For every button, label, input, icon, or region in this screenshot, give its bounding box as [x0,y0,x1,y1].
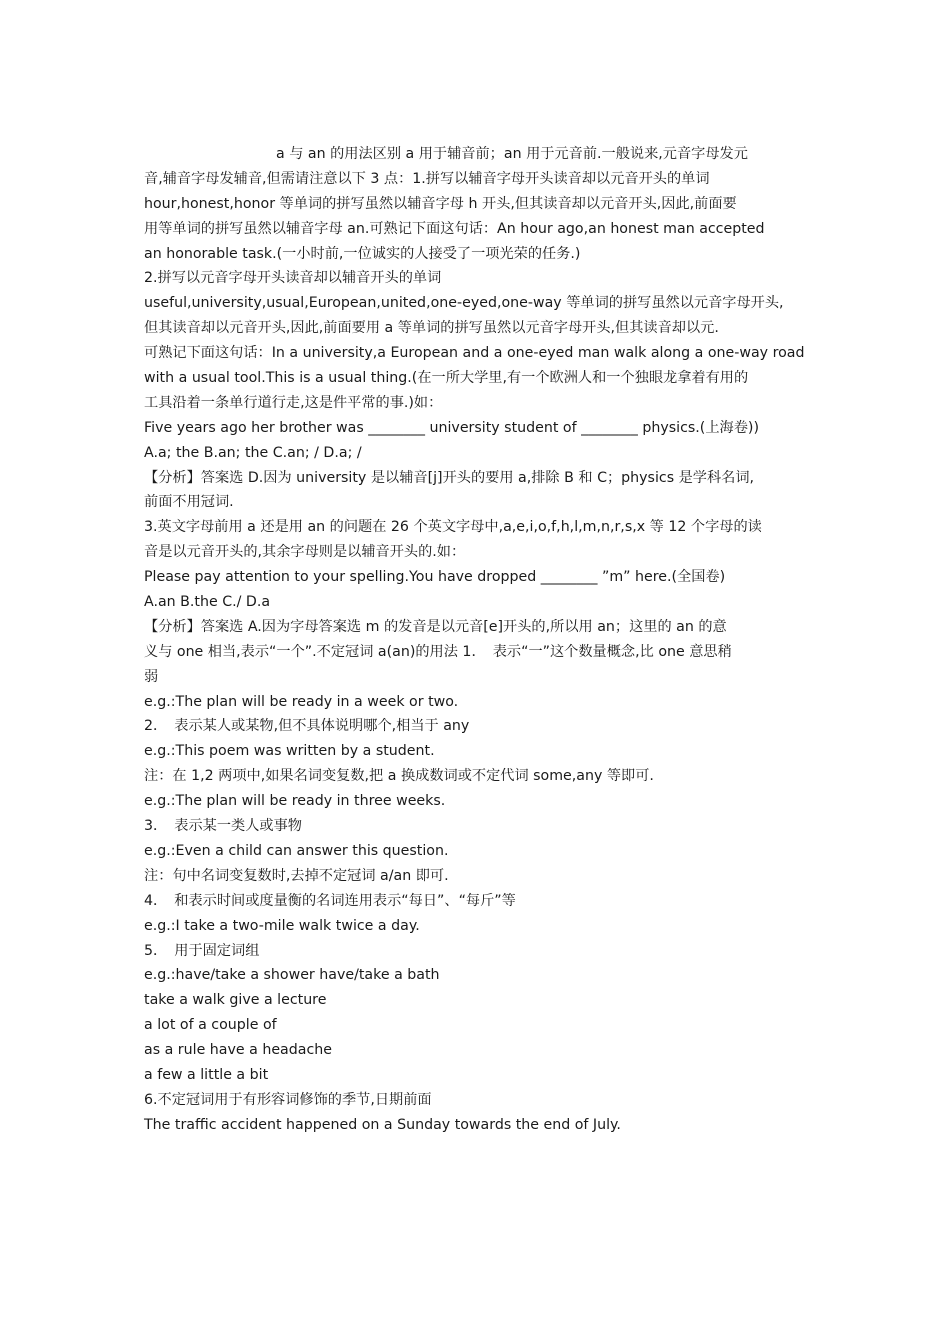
example-line: e.g.:Even a child can answer this question. [144,842,449,859]
text-line: 音,辅音字母发辅音,但需请注意以下 3 点：1.拼写以辅音字母开头读音却以元音开头的单词 [144,170,710,187]
text-line: a 与 an 的用法区别 a 用于辅音前；an 用于元音前.一般说来,元音字母发元 [276,146,748,162]
exercise-options: A.a; the B.an; the C.an; / D.a; / [144,444,362,461]
document-body [144,142,812,1138]
exercise-question: Five years ago her brother was ________ university student of ________ physics.(上海卷)) [144,419,759,436]
analysis-line: 【分析】答案选 A.因为字母答案选 m 的发音是以元音[e]开头的,所以用 an；这里的 an 的意 [144,618,727,635]
phrase-line: a lot of a couple of [144,1017,277,1034]
example-line: e.g.:This poem was written by a student. [144,743,435,760]
note-line: 注：句中名词变复数时,去掉不定冠词 a/an 即可. [144,867,449,884]
analysis-line: 义与 one 相当,表示“一个”.不定冠词 a(an)的用法 1． 表示“一”这个数量概念,比 one 意思稍 [144,643,732,660]
example-line: e.g.:The plan will be ready in three weeks. [144,793,446,810]
phrase-line: a few a little a bit [144,1066,269,1083]
list-item: 5． 用于固定词组 [144,942,260,959]
example-line: e.g.:have/take a shower have/take a bath [144,967,440,984]
text-line: useful,university,usual,European,united,one-eyed,one-way 等单词的拼写虽然以元音字母开头, [144,295,784,312]
text-line: 工具沿着一条单行道行走,这是件平常的事.)如： [144,394,443,411]
example-line: The traffic accident happened on a Sunday towards the end of July. [144,1116,621,1133]
text-line: 用等单词的拼写虽然以辅音字母 an.可熟记下面这句话：An hour ago,an honest man accepted [144,220,765,237]
note-line: 注：在 1,2 两项中,如果名词变复数,把 a 换成数词或不定代词 some,any 等即可. [144,768,654,785]
text-line: 音是以元音开头的,其余字母则是以辅音开头的.如： [144,544,466,561]
exercise-question: Please pay attention to your spelling.You have dropped ________ ”m” here.(全国卷) [144,569,726,586]
list-item: 4． 和表示时间或度量衡的名词连用表示“每日”、“每斤”等 [144,892,516,909]
analysis-line: 【分析】答案选 D.因为 university 是以辅音[j]开头的要用 a,排除 B 和 C；physics 是学科名词, [144,469,755,486]
text-line: with a usual tool.This is a usual thing.(在一所大学里,有一个欧洲人和一个独眼龙拿着有用的 [144,370,749,387]
text-line: 但其读音却以元音开头,因此,前面要用 a 等单词的拼写虽然以元音字母开头,但其读音却以元. [144,320,719,337]
section-heading: 2.拼写以元音字母开头读音却以辅音开头的单词 [144,270,442,287]
text-line: 可熟记下面这句话：In a university,a European and a one-eyed man walk along a one-way road [144,345,805,362]
section-heading: 6.不定冠词用于有形容词修饰的季节,日期前面 [144,1091,432,1108]
text-line: hour,honest,honor 等单词的拼写虽然以辅音字母 h 开头,但其读音却以元音开头,因此,前面要 [144,195,737,212]
list-item: 2． 表示某人或某物,但不具体说明哪个,相当于 any [144,718,470,735]
text-line: an honorable task.(一小时前,一位诚实的人接受了一项光荣的任务.) [144,245,581,262]
phrase-line: as a rule have a headache [144,1042,332,1059]
example-line: e.g.:I take a two-mile walk twice a day. [144,917,420,934]
list-item: 3． 表示某一类人或事物 [144,818,302,835]
section-heading: 3.英文字母前用 a 还是用 an 的问题在 26 个英文字母中,a,e,i,o,f,h,l,m,n,r,s,x 等 12 个字母的读 [144,519,762,536]
exercise-options: A.an B.the C./ D.a [144,594,271,611]
phrase-line: take a walk give a lecture [144,992,327,1009]
analysis-line: 前面不用冠词. [144,494,234,511]
analysis-line: 弱 [144,668,159,685]
example-line: e.g.:The plan will be ready in a week or two. [144,693,459,710]
